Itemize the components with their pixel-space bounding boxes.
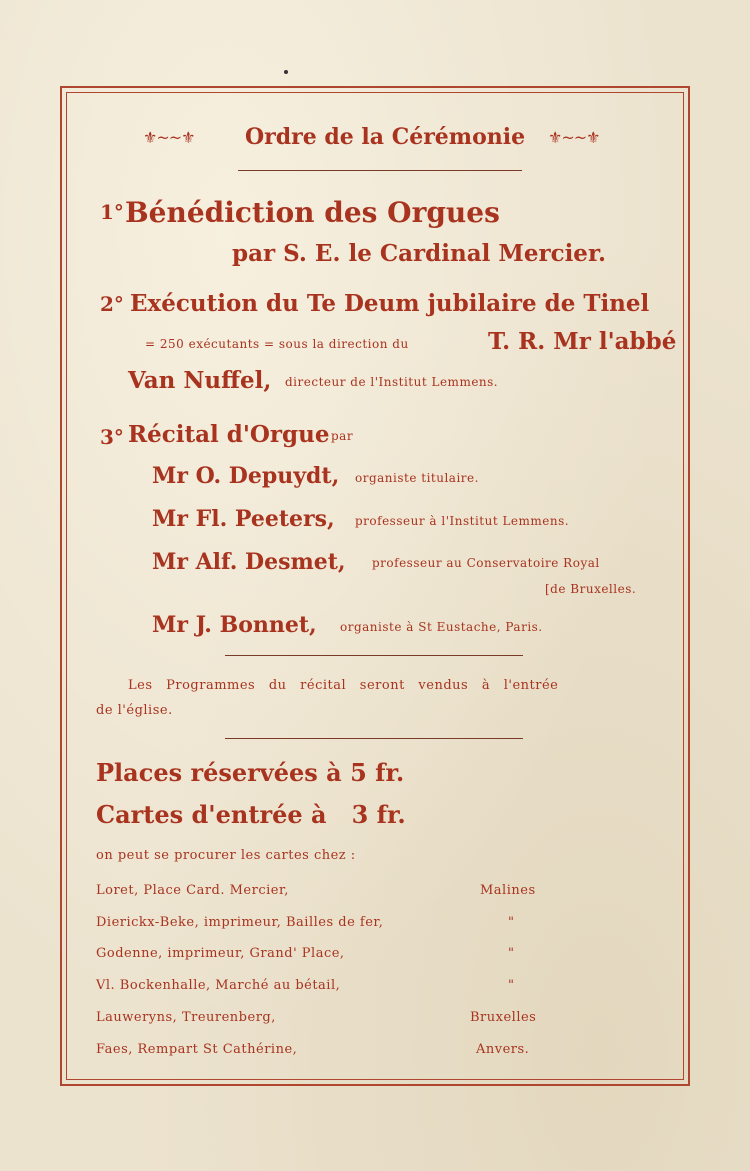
vendor-city: Anvers. xyxy=(476,1042,530,1057)
organist-name: Mr Fl. Peeters, xyxy=(152,506,335,532)
vendor-name: Godenne, imprimeur, Grand' Place, xyxy=(96,946,345,961)
vendor-name: Loret, Place Card. Mercier, xyxy=(96,883,289,898)
item-detail: par xyxy=(331,429,354,443)
item-subheading: par S. E. le Cardinal Mercier. xyxy=(232,240,606,267)
ornament-left-icon: ⚜~~⚜ xyxy=(143,128,195,147)
procure-note: on peut se procurer les cartes chez : xyxy=(96,848,356,863)
item-number: 3° xyxy=(100,425,124,449)
divider xyxy=(238,170,522,171)
speck xyxy=(284,70,288,74)
item-number: 2° xyxy=(100,292,124,316)
organist-role: professeur à l'Institut Lemmens. xyxy=(355,514,570,528)
item-heading: Récital d'Orgue xyxy=(128,421,330,448)
organist-role: organiste titulaire. xyxy=(355,471,479,485)
organist-name: Mr O. Depuydt, xyxy=(152,463,340,489)
ornament-right-icon: ⚜~~⚜ xyxy=(548,128,600,147)
reserved-seats-price: Places réservées à 5 fr. xyxy=(96,758,405,787)
vendor-city: Bruxelles xyxy=(470,1010,537,1025)
item-number: 1° xyxy=(100,200,124,224)
item-detail-name: Van Nuffel, xyxy=(128,367,272,394)
divider xyxy=(225,738,523,739)
page-title: Ordre de la Cérémonie xyxy=(245,124,526,150)
entry-card-price: Cartes d'entrée à 3 fr. xyxy=(96,800,406,829)
organist-role-continued: [de Bruxelles. xyxy=(545,582,637,596)
item-detail: = 250 exécutants = sous la direction du xyxy=(145,337,409,351)
item-heading: Bénédiction des Orgues xyxy=(125,196,500,229)
programmes-note: Les Programmes du récital seront vendus à l'entrée xyxy=(128,678,559,693)
vendor-city: Malines xyxy=(480,883,536,898)
vendor-name: Lauweryns, Treurenberg, xyxy=(96,1010,276,1025)
organist-role: professeur au Conservatoire Royal xyxy=(372,556,600,570)
programmes-note: de l'église. xyxy=(96,703,173,718)
item-detail: directeur de l'Institut Lemmens. xyxy=(285,375,499,389)
divider xyxy=(225,655,523,656)
organist-role: organiste à St Eustache, Paris. xyxy=(340,620,543,634)
vendor-name: Vl. Bockenhalle, Marché au bétail, xyxy=(96,978,341,993)
vendor-name: Faes, Rempart St Cathérine, xyxy=(96,1042,298,1057)
organist-name: Mr Alf. Desmet, xyxy=(152,549,346,575)
item-heading: Exécution du Te Deum jubilaire de Tinel xyxy=(130,290,650,317)
vendor-city: " xyxy=(508,978,515,993)
vendor-city: " xyxy=(508,915,515,930)
organist-name: Mr J. Bonnet, xyxy=(152,612,317,638)
vendor-name: Dierickx-Beke, imprimeur, Bailles de fer, xyxy=(96,915,384,930)
item-detail-name: T. R. Mr l'abbé xyxy=(488,328,677,355)
vendor-city: " xyxy=(508,946,515,961)
